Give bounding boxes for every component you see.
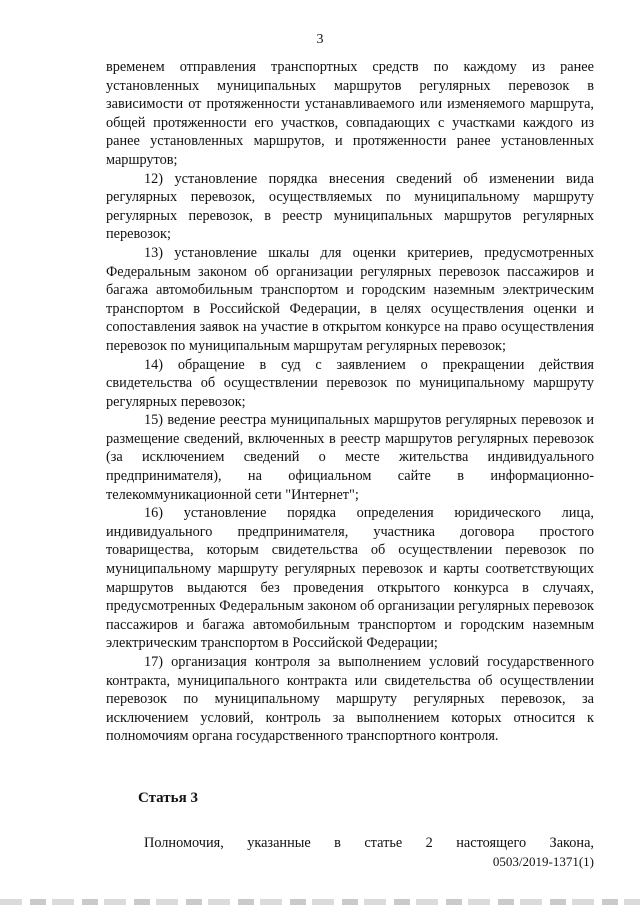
paragraph-item-13: 13) установление шкалы для оценки критериев, предусмотренных Федеральным законом об организации регулярных перевозок пассажиров и багажа автомобильным транспортом и городским наземным электрическим транспортом в Российской Федерации, в целях осуществления оценки и сопоставления заявок на участие в открытом конкурсе на право осуществления перевозок по муниципальным маршрутам регулярных перевозок; xyxy=(106,244,594,354)
paragraph-item-15: 15) ведение реестра муниципальных маршрутов регулярных перевозок и размещение сведений, включенных в реестр маршрутов регулярных перевозок (за исключением сведений о месте жительства индивидуального предпринимателя), на официальном сайте в информационно-телекоммуникационной сети "Интернет"; xyxy=(106,412,594,503)
paragraph-continuation: временем отправления транспортных средств по каждому из ранее установленных муниципальных маршрутов регулярных перевозок в зависимости от протяженности устанавливаемого или изменяемого маршрута, общей протяженности его участков, совпадающих с участками каждого из ранее установленных маршрутов, и протяженности ранее установленных маршрутов; xyxy=(106,59,594,168)
paragraph-item-16: 16) установление порядка определения юридического лица, индивидуального предпринимателя, участника договора простого товарищества, которым свидетельства об осуществлении перевозок по муниципальному маршруту регулярных перевозок и карты соответствующих маршрутов выдаются без проведения открытого конкурса в случаях, предусмотренных Федеральным законом об организации регулярных перевозок пассажиров и багажа автомобильным транспортом и городским наземным электрическим транспортом в Российской Федерации; xyxy=(106,505,595,652)
document-code: 0503/2019-1371(1) xyxy=(492,854,594,869)
paragraph-item-17: 17) организация контроля за выполнением условий государственного контракта, муниципального контракта или свидетельства об осуществлении перевозок по муниципальному маршруту регулярных перевозок, за исключением условий, контроль за выполнением которых относится к полномочиям органа государственного транспортного контроля. xyxy=(106,654,594,745)
paragraph-article-3-start: Полномочия, указанные в статье 2 настоящего Закона, xyxy=(144,835,594,851)
scan-edge-artifact xyxy=(0,899,640,905)
paragraph-item-14: 14) обращение в суд с заявлением о прекращении действия свидетельства об осуществлении перевозок по муниципальному маршруту регулярных перевозок; xyxy=(106,356,594,410)
body-text xyxy=(106,58,594,746)
page-number: 3 xyxy=(316,32,324,47)
section-heading: Статья 3 xyxy=(138,790,198,806)
paragraph-item-12: 12) установление порядка внесения сведений об изменении вида регулярных перевозок, осуществляемых по муниципальному маршруту регулярных перевозок, в реестр муниципальных маршрутов регулярных перевозок; xyxy=(106,170,594,243)
